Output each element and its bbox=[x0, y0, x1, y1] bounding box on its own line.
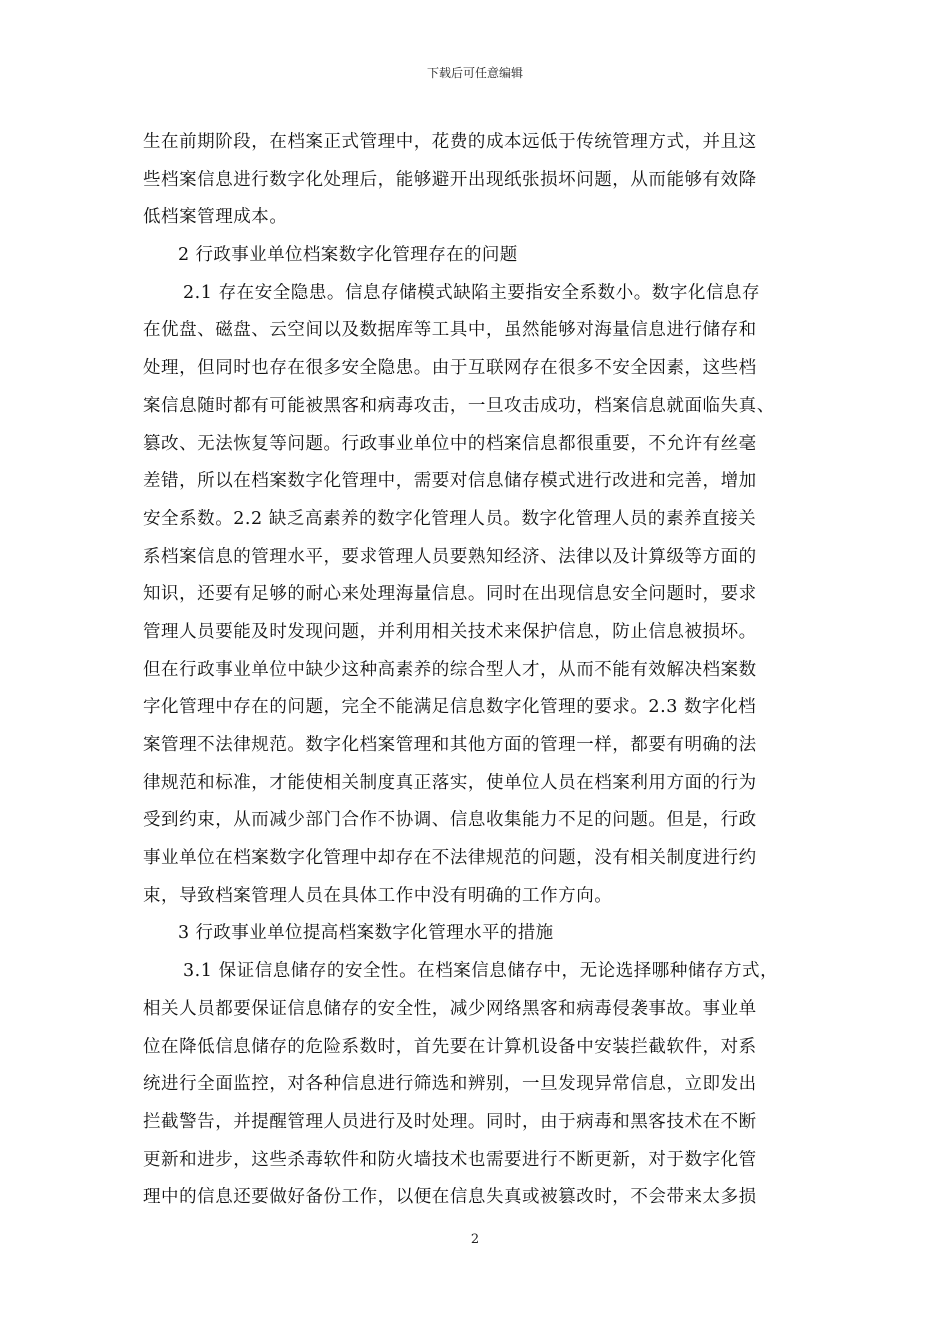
page-header: 下载后可任意编辑 bbox=[426, 66, 523, 80]
body-line: 拦截警告，并提醒管理人员进行及时处理。同时，由于病毒和黑客技术在不断 bbox=[143, 1111, 757, 1132]
body-line: 律规范和标准，才能使相关制度真正落实，使单位人员在档案利用方面的行为 bbox=[143, 772, 757, 793]
body-line: 3.1 保证信息储存的安全性。在档案信息储存中，无论选择哪种储存方式， bbox=[183, 961, 779, 982]
body-line: 案信息随时都有可能被黑客和病毒攻击，一旦攻击成功，档案信息就面临失真、 bbox=[143, 395, 775, 416]
body-line: 管理人员要能及时发现问题，并利用相关技术来保护信息，防止信息被损坏。 bbox=[143, 621, 757, 642]
body-line: 理中的信息还要做好备份工作，以便在信息失真或被篡改时，不会带来太多损 bbox=[143, 1187, 757, 1208]
body-line: 差错，所以在档案数字化管理中，需要对信息储存模式进行改进和完善，增加 bbox=[143, 471, 757, 492]
body-line: 更新和进步，这些杀毒软件和防火墙技术也需要进行不断更新，对于数字化管 bbox=[143, 1149, 757, 1170]
section-heading-2: 2 行政事业单位档案数字化管理存在的问题 bbox=[178, 245, 518, 266]
body-line: 知识，还要有足够的耐心来处理海量信息。同时在出现信息安全问题时，要求 bbox=[143, 584, 757, 605]
body-line: 处理，但同时也存在很多安全隐患。由于互联网存在很多不安全因素，这些档 bbox=[143, 358, 757, 379]
body-line: 生在前期阶段，在档案正式管理中，花费的成本远低于传统管理方式，并且这 bbox=[143, 132, 757, 152]
page-number: 2 bbox=[470, 1232, 480, 1247]
body-line: 位在降低信息储存的危险系数时，首先要在计算机设备中安装拦截软件，对系 bbox=[143, 1036, 757, 1057]
body-line: 案管理不法律规范。数字化档案管理和其他方面的管理一样，都要有明确的法 bbox=[143, 735, 757, 755]
document-body bbox=[143, 124, 823, 1217]
section-heading-3: 3 行政事业单位提高档案数字化管理水平的措施 bbox=[178, 923, 554, 944]
body-line: 相关人员都要保证信息储存的安全性，减少网络黑客和病毒侵袭事故。事业单 bbox=[143, 998, 757, 1019]
body-line: 低档案管理成本。 bbox=[143, 207, 288, 228]
body-line: 2.1 存在安全隐患。信息存储模式缺陷主要指安全系数小。数字化信息存 bbox=[183, 282, 761, 303]
body-line: 些档案信息进行数字化处理后，能够避开出现纸张损坏问题，从而能够有效降 bbox=[143, 169, 757, 190]
body-line: 篡改、无法恢复等问题。行政事业单位中的档案信息都很重要，不允许有丝毫 bbox=[143, 433, 757, 454]
body-line: 受到约束，从而减少部门合作不协调、信息收集能力不足的问题。但是，行政 bbox=[143, 810, 757, 831]
body-line: 但在行政事业单位中缺少这种高素养的综合型人才，从而不能有效解决档案数 bbox=[143, 659, 757, 680]
body-line: 系档案信息的管理水平，要求管理人员要熟知经济、法律以及计算级等方面的 bbox=[143, 546, 757, 567]
body-line: 事业单位在档案数字化管理中却存在不法律规范的问题，没有相关制度进行约 bbox=[143, 848, 757, 869]
body-line: 字化管理中存在的问题，完全不能满足信息数字化管理的要求。2.3 数字化档 bbox=[143, 697, 757, 718]
body-line: 束，导致档案管理人员在具体工作中没有明确的工作方向。 bbox=[143, 885, 613, 906]
body-line: 统进行全面监控，对各种信息进行筛选和辨别，一旦发现异常信息，立即发出 bbox=[143, 1074, 757, 1095]
body-line: 安全系数。2.2 缺乏高素养的数字化管理人员。数字化管理人员的素养直接关 bbox=[143, 508, 757, 529]
body-line: 在优盘、磁盘、云空间以及数据库等工具中，虽然能够对海量信息进行储存和 bbox=[143, 320, 757, 341]
